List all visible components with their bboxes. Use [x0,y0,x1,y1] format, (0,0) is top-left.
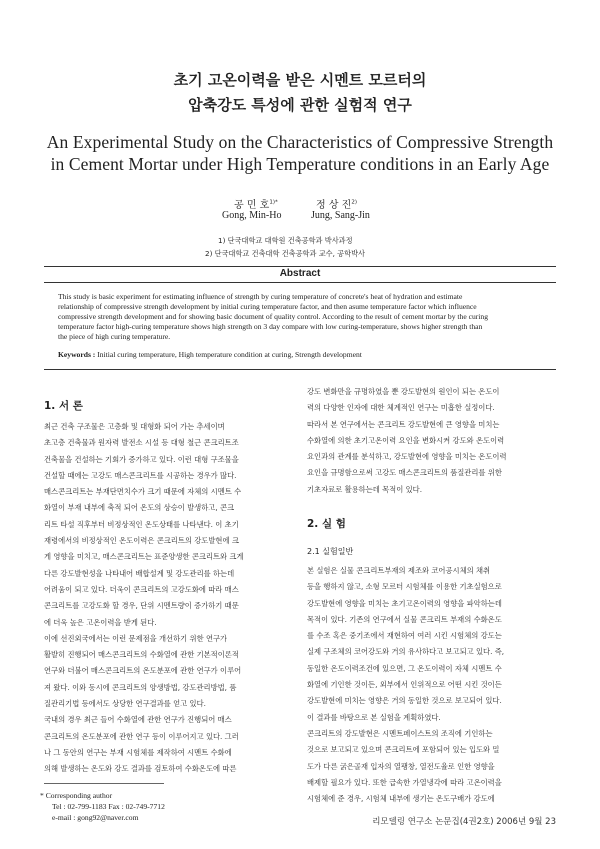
body-line: 활발히 진행되어 매스콘크리트의 수화열에 관한 기본적이론적 [44,650,239,660]
abstract-heading: Abstract [279,268,321,279]
body-line: 따라서 본 연구에서는 콘크리트 강도발현에 큰 영향을 미치는 [307,419,500,429]
body-line: 동일한 온도이력조건에 있으면, 그 온도이력이 자체 시멘트 수 [307,663,502,673]
page-footer: 리모델링 연구소 논문집(4권2호) 2006년 9월 23 [372,817,556,827]
affiliation-2: 2) 단국대학교 건축대학 건축공학과 교수, 공학박사 [205,249,365,258]
body-line: 요인을 규명함으로써 고강도 매스콘크리트의 품질관리를 위한 [307,468,502,478]
subsection-2-1-heading: 2.1 실험일반 [307,547,354,556]
body-line: 나 그 동안의 연구는 부재 시험체를 제작하여 시멘트 수화에 [44,747,232,757]
body-line: 강도발현에 미치는 영향은 거의 동일한 것으로 보고되어 있다. [307,696,502,706]
body-line: 건설할 때에는 고강도 매스콘크리트를 시공하는 경우가 많다. [44,470,237,480]
footnote-email: e-mail : gong92@naver.com [52,813,139,822]
body-line: 질관리기법 등에서도 상당한 연구결과를 얻고 있다. [44,699,206,709]
abstract-body [58,292,548,342]
author-1-name: 공 민 호$^{1)*}$ [234,199,278,211]
abstract-line: relationship of compressive strength development by initial curing temperature factor, and then asume temperature factor which influence [58,302,477,311]
footnote [40,790,165,823]
keywords-text: Initial curing temperature, High temperature condition at curing, Strength development [97,350,362,359]
body-line: 게 영향을 미치고, 매스콘크리트는 표준양생한 콘크리트와 크게 [44,552,244,562]
section-2-heading: 2. 실 험 [307,518,346,530]
keywords-label: Keywords : [58,350,96,359]
body-line: 것으로 보고되고 있으며 콘크리트에 포함되어 있는 입도와 밀 [307,745,500,755]
body-line: 강도발현에 영향을 미치는 초기고온이력의 영향을 파악하는데 [307,598,502,608]
body-line: 기초자료로 활용하는데 목적이 있다. [307,484,423,494]
abstract-bottom-rule [44,369,556,370]
author-2-romanized: Jung, Sang-Jin [311,210,370,221]
body-line: 콘크리트의 강도발현은 시멘트페이스트의 조직에 기인하는 [307,728,493,738]
body-line: 콘크리트를 고강도화 할 경우, 단위 시멘트량이 증가하기 때문 [44,601,239,611]
footnote-tel: Tel : 02-799-1183 Fax : 02-749-7712 [52,802,165,811]
keywords [58,350,548,359]
body-line: 요인과의 관계를 분석하고, 강도발현에 영향을 미치는 온도이력 [307,452,507,462]
body-line: 의해 발생하는 온도와 강도 결과를 검토하여 수화온도에 따른 [44,764,237,774]
korean-title-line-1: 초기 고온이력을 받은 시멘트 모르터의 [173,71,427,89]
author-2-name: 정 상 진$^{2)}$ [316,199,357,211]
body-line: 화열이 부재 내부에 축적 되어 온도의 상승이 발생하고, 콘크 [44,503,235,513]
body-line: 를 수조 혹은 중기조에서 재현하여 여러 시킨 시험체의 강도는 [307,631,502,641]
right-column-body-intro [307,384,559,498]
right-column-body-experiment [307,563,559,807]
body-line: 국내의 경우 최근 들어 수화열에 관한 연구가 진행되어 매스 [44,715,232,725]
body-line: 에 더욱 높은 고온이력을 받게 된다. [44,617,157,627]
body-line: 본 실험은 실물 콘크리트부재의 제조와 코어공시체의 채취 [307,566,491,575]
english-title-line-1: An Experimental Study on the Characteristics of Compressive Strength [46,132,554,152]
korean-title-line-2: 압축강도 특성에 관한 실험적 연구 [188,96,412,114]
body-line: 이 결과를 바탕으로 본 실험을 계획하였다. [307,712,441,722]
left-column-body [44,419,294,778]
body-line: 콘크리트의 온도분포에 관한 연구 등이 이루어지고 있다. 그러 [44,731,239,741]
footnote-label: * Corresponding author [40,791,113,800]
abstract-heading-rule [44,282,556,283]
body-line: 도가 다른 굵은골재 입자의 열팽창, 열전도율로 인한 영향을 [307,761,495,771]
body-line: 연구와 더불어 매스콘크리트의 온도분포에 관한 연구가 이루어 [44,666,242,676]
abstract-line: compressive strength development and for showing basic document of quality control. According to the result of cement mortar by the curing [58,312,488,321]
section-1-heading: 1. 서 론 [44,400,83,412]
author-1-romanized: Gong, Min-Ho [222,210,282,221]
body-line: 재령에서의 비정상적인 온도이력은 콘크리트의 강도발현에 크 [44,536,239,546]
footnote-rule [44,783,164,784]
abstract-line: temperature factor high-curing temperature shows high strength on 3 day compare with low curing-temperature, shows higher strength than [58,322,483,331]
body-line: 실제 구조체의 코어강도와 거의 유사하다고 보고되고 있다. 즉, [307,647,505,657]
body-line: 다른 강도발현성을 나타내어 배합설계 및 강도관리를 하는데 [44,568,235,578]
body-line: 목적이 있다. 기존의 연구에서 실물 콘크리트 부재의 수화온도 [307,614,502,624]
body-line: 초고층 건축물과 원자력 발전소 시설 등 대형 철근 콘크리트조 [44,438,239,448]
abstract-line: the piece of high curing temperature. [58,332,171,341]
affiliation-1: 1) 단국대학교 대학원 건축공학과 박사과정 [218,236,353,245]
abstract-top-rule [44,266,556,267]
body-line: 매스콘크리트는 부재단면치수가 크기 때문에 자체의 시멘트 수 [44,487,242,497]
body-line: 시험체에 준 경우, 시험체 내부에 생기는 온도구배가 강도에 [307,794,495,804]
body-line: 최근 건축 구조물은 고층화 및 대형화 되어 가는 추세이며 [44,422,225,431]
body-line: 건축물을 건설하는 기회가 증가하고 있다. 이런 대형 구조물을 [44,454,239,464]
body-line: 력의 다양한 인자에 대한 체계적인 연구는 미흡한 실정이다. [307,403,495,413]
body-line: 화열에 기인한 것이든, 외부에서 인위적으로 어떤 시킨 것이든 [307,680,502,690]
body-line: 배제할 필요가 있다. 또한 급속한 가열냉각에 따라 고온이력을 [307,777,502,787]
body-line: 져 왔다. 이와 동시에 콘크리트의 양생방법, 강도관리방법, 품 [44,682,237,692]
body-line: 이에 선진외국에서는 이런 문제점을 개선하기 위한 연구가 [44,633,228,643]
body-line: 강도 변화만을 규명하였을 뿐 강도발현의 원인이 되는 온도이 [307,387,500,396]
body-line: 리트 타설 직후부터 비정상적인 온도상태를 나타낸다. 이 초기 [44,519,239,529]
english-title-line-2: in Cement Mortar under High Temperature conditions in an Early Age [50,154,550,174]
body-line: 어려움이 되고 있다. 더욱이 콘크리트의 고강도화에 따라 매스 [44,584,239,594]
body-line: 수화열에 의한 초기고온이력 요인을 변화시켜 강도와 온도이력 [307,435,505,445]
abstract-line: This study is basic experiment for estimating influence of strength by curing temperature of concrete's heat of hydration and estimate [58,292,463,301]
body-line: 등을 행하지 않고, 소형 모르터 시험체를 이용한 기초실험으로 [307,582,502,592]
